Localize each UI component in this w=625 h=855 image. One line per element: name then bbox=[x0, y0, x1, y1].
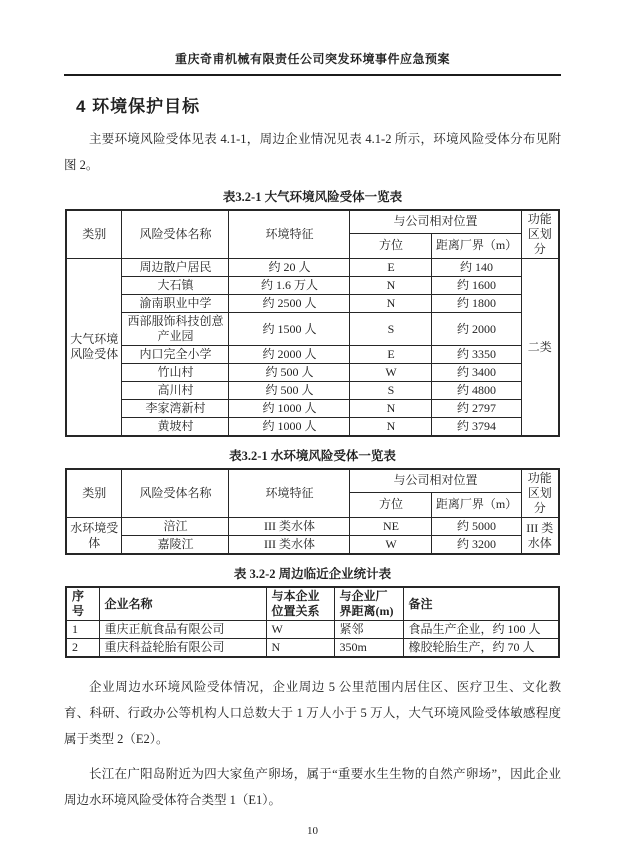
col-header-env-feature: 环境特征 bbox=[229, 210, 350, 259]
col-header-enterprise-name: 企业名称 bbox=[99, 587, 266, 621]
cell-direction: W bbox=[350, 536, 432, 555]
cell-env-feature: 约 500 人 bbox=[229, 364, 350, 382]
yangtze-paragraph: 长江在广阳岛附近为四大家鱼产卵场，属于“重要水生生物的自然产卵场”，因此企业周边水环境风险受体符合类型 1（E1）。 bbox=[64, 767, 561, 807]
cell-direction: N bbox=[350, 400, 432, 418]
air-table-row bbox=[66, 400, 559, 418]
cell-receptor-name: 涪江 bbox=[122, 518, 229, 536]
air-table-row bbox=[66, 313, 559, 346]
document-header bbox=[64, 50, 561, 76]
enterprise-table bbox=[65, 586, 560, 658]
cell-receptor-name: 内口完全小学 bbox=[122, 346, 229, 364]
cell-serial-no: 1 bbox=[66, 621, 99, 639]
cell-enterprise-name: 重庆科益轮胎有限公司 bbox=[99, 639, 266, 658]
cell-receptor-name: 竹山村 bbox=[122, 364, 229, 382]
air-table-row bbox=[66, 259, 559, 277]
air-table-caption: 表3.2-1 大气环境风险受体一览表 bbox=[222, 190, 403, 204]
cell-function-zone bbox=[521, 518, 559, 555]
cell-env-feature: 约 1500 人 bbox=[229, 313, 350, 346]
cell-direction: E bbox=[350, 259, 432, 277]
cell-direction: N bbox=[350, 418, 432, 437]
function-zone-line1: 功能 bbox=[527, 212, 552, 226]
cell-direction: W bbox=[350, 364, 432, 382]
air-risk-table bbox=[65, 209, 560, 437]
water-zone-line2: 水体 bbox=[527, 535, 552, 550]
cell-env-feature: 约 1000 人 bbox=[229, 418, 350, 437]
air-table-header-row-1 bbox=[66, 210, 559, 233]
water-table-row bbox=[66, 518, 559, 536]
page-number: 10 bbox=[307, 825, 318, 837]
col-header-serial-no bbox=[66, 587, 99, 621]
col-header-direction: 方位 bbox=[350, 492, 432, 517]
cell-receptor-name: 李家湾新村 bbox=[122, 400, 229, 418]
function-zone-line1: 功能 bbox=[527, 471, 552, 485]
cell-env-feature: III 类水体 bbox=[229, 536, 350, 555]
water-zone-line1: III 类 bbox=[526, 520, 554, 535]
cell-env-feature: 约 20 人 bbox=[229, 259, 350, 277]
cell-boundary-distance: 紧邻 bbox=[334, 621, 403, 639]
col-header-category: 类别 bbox=[66, 210, 122, 259]
cell-boundary-distance: 350m bbox=[334, 639, 403, 658]
cell-distance: 约 2797 bbox=[432, 400, 521, 418]
cell-env-feature: 约 500 人 bbox=[229, 382, 350, 400]
function-zone-line2: 区划分 bbox=[527, 486, 552, 515]
cell-distance: 约 140 bbox=[432, 259, 521, 277]
cell-direction: N bbox=[350, 295, 432, 313]
cell-receptor-name: 西部服饰科技创意产业园 bbox=[122, 313, 229, 346]
cell-category: 大气环境风险受体 bbox=[66, 259, 122, 437]
col-header-function-zone bbox=[521, 210, 559, 259]
cell-receptor-name: 高川村 bbox=[122, 382, 229, 400]
water-table-header-row-1 bbox=[66, 469, 559, 492]
cell-receptor-name: 周边散户居民 bbox=[122, 259, 229, 277]
cell-distance: 约 2000 bbox=[432, 313, 521, 346]
boundary-distance-line1: 与企业厂 bbox=[339, 589, 388, 603]
cell-enterprise-name: 重庆正航食品有限公司 bbox=[99, 621, 266, 639]
air-table-row bbox=[66, 364, 559, 382]
enterprise-table-header-row bbox=[66, 587, 559, 621]
col-header-distance: 距离厂界（m） bbox=[432, 233, 521, 258]
cell-env-feature: 约 1.6 万人 bbox=[229, 277, 350, 295]
col-header-note: 备注 bbox=[403, 587, 559, 621]
enterprise-table-caption: 表 3.2-2 周边临近企业统计表 bbox=[233, 567, 392, 581]
cell-note: 食品生产企业，约 100 人 bbox=[403, 621, 559, 639]
boundary-distance-line2: 界距离(m) bbox=[339, 604, 394, 618]
water-table-row bbox=[66, 536, 559, 555]
col-header-position-relation bbox=[266, 587, 334, 621]
air-table-row bbox=[66, 346, 559, 364]
col-header-boundary-distance bbox=[334, 587, 403, 621]
air-table-row bbox=[66, 418, 559, 437]
cell-direction: S bbox=[350, 313, 432, 346]
cell-receptor-name: 嘉陵江 bbox=[122, 536, 229, 555]
enterprise-table-row bbox=[66, 621, 559, 639]
cell-env-feature: 约 2000 人 bbox=[229, 346, 350, 364]
col-header-receptor-name: 风险受体名称 bbox=[122, 210, 229, 259]
col-header-distance: 距离厂界（m） bbox=[432, 492, 521, 517]
cell-distance: 约 3794 bbox=[432, 418, 521, 437]
cell-direction: N bbox=[350, 277, 432, 295]
col-header-category: 类别 bbox=[66, 469, 122, 518]
water-situation-paragraph: 企业周边水环境风险受体情况，企业周边 5 公里范围内居住区、医疗卫生、文化教育、科研、行政办公等机构人口总数大于 1 万人小于 5 万人，大气环境风险受体敏感程度属于类型 2（E2）。 bbox=[64, 680, 561, 746]
cell-env-feature: 约 2500 人 bbox=[229, 295, 350, 313]
cell-direction: S bbox=[350, 382, 432, 400]
col-header-relative-position: 与公司相对位置 bbox=[350, 469, 521, 492]
cell-distance: 约 3400 bbox=[432, 364, 521, 382]
col-header-receptor-name: 风险受体名称 bbox=[122, 469, 229, 518]
col-header-direction: 方位 bbox=[350, 233, 432, 258]
cell-receptor-name: 黄坡村 bbox=[122, 418, 229, 437]
water-table-caption: 表3.2-1 水环境风险受体一览表 bbox=[229, 449, 396, 463]
cell-serial-no: 2 bbox=[66, 639, 99, 658]
cell-receptor-name: 渝南职业中学 bbox=[122, 295, 229, 313]
cell-distance: 约 1800 bbox=[432, 295, 521, 313]
col-header-relative-position: 与公司相对位置 bbox=[350, 210, 521, 233]
col-header-function-zone bbox=[521, 469, 559, 518]
cell-note: 橡胶轮胎生产，约 70 人 bbox=[403, 639, 559, 658]
serial-no-line2: 号 bbox=[72, 604, 85, 618]
enterprise-table-row bbox=[66, 639, 559, 658]
document-title: 重庆奇甫机械有限责任公司突发环境事件应急预案 bbox=[174, 52, 450, 66]
air-table-row bbox=[66, 295, 559, 313]
cell-category: 水环境受体 bbox=[66, 518, 122, 555]
cell-direction: E bbox=[350, 346, 432, 364]
air-table-row bbox=[66, 277, 559, 295]
section-heading: 4 环境保护目标 bbox=[76, 97, 201, 116]
function-zone-line2: 区划分 bbox=[527, 227, 552, 256]
cell-distance: 约 1600 bbox=[432, 277, 521, 295]
air-table-row bbox=[66, 382, 559, 400]
cell-distance: 约 4800 bbox=[432, 382, 521, 400]
position-relation-line2: 位置关系 bbox=[271, 604, 320, 618]
cell-distance: 约 3200 bbox=[432, 536, 521, 555]
cell-env-feature: 约 1000 人 bbox=[229, 400, 350, 418]
serial-no-line1: 序 bbox=[72, 589, 85, 603]
cell-position-relation: N bbox=[266, 639, 334, 658]
intro-paragraph: 主要环境风险受体见表 4.1-1，周边企业情况见表 4.1-2 所示，环境风险受体分布见附图 2。 bbox=[64, 132, 561, 172]
cell-distance: 约 3350 bbox=[432, 346, 521, 364]
cell-function-zone: 二类 bbox=[521, 259, 559, 437]
cell-direction: NE bbox=[350, 518, 432, 536]
cell-position-relation: W bbox=[266, 621, 334, 639]
position-relation-line1: 与本企业 bbox=[271, 589, 320, 603]
cell-receptor-name: 大石镇 bbox=[122, 277, 229, 295]
cell-env-feature: III 类水体 bbox=[229, 518, 350, 536]
cell-distance: 约 5000 bbox=[432, 518, 521, 536]
col-header-env-feature: 环境特征 bbox=[229, 469, 350, 518]
water-risk-table bbox=[65, 468, 560, 555]
